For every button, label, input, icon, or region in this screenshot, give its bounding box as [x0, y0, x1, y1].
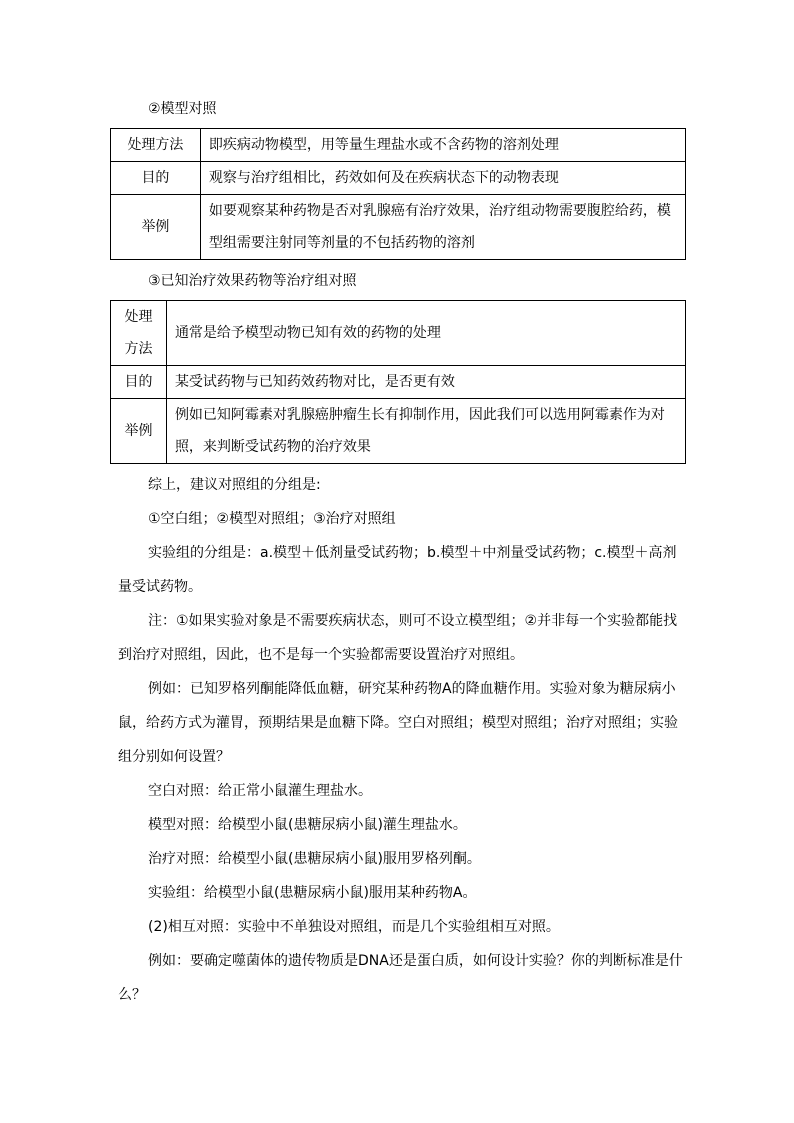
- row-key: 目的: [111, 366, 167, 399]
- table-row: [111, 366, 686, 399]
- table-row: [111, 301, 686, 366]
- treatment-control-paragraph: 治疗对照：给模型小鼠(患糖尿病小鼠)服用罗格列酮。: [148, 851, 481, 867]
- table-row: [111, 195, 686, 260]
- experiment-group-paragraph: 实验组：给模型小鼠(患糖尿病小鼠)服用某种药物A。: [148, 885, 477, 901]
- experimental-groups-paragraph: 实验组的分组是：a.模型＋低剂量受试药物；b.模型＋中剂量受试药物；c.模型＋高剂量受试药物。: [118, 545, 677, 595]
- section-heading-treatment-control: ③已知治疗效果药物等治疗组对照: [148, 273, 357, 289]
- table-row: [111, 162, 686, 195]
- row-key: 处理方法: [111, 129, 201, 162]
- summary-paragraph: 综上，建议对照组的分组是:: [148, 477, 321, 493]
- row-key: 举例: [111, 195, 201, 260]
- row-key: 处理方法: [111, 301, 167, 366]
- row-value: 某受试药物与已知药效药物对比，是否更有效: [166, 366, 685, 399]
- mutual-control-paragraph: (2)相互对照：实验中不单独设对照组，而是几个实验组相互对照。: [148, 919, 560, 935]
- example-paragraph: 例如：已知罗格列酮能降低血糖，研究某种药物A的降血糖作用。实验对象为糖尿病小鼠，给药方式为灌胃，预期结果是血糖下降。空白对照组；模型对照组；治疗对照组；实验组分别如何设置？: [118, 681, 678, 765]
- row-value: 观察与治疗组相比，药效如何及在疾病状态下的动物表现: [200, 162, 685, 195]
- model-control-paragraph: 模型对照：给模型小鼠(患糖尿病小鼠)灌生理盐水。: [148, 817, 467, 833]
- table-row: [111, 129, 686, 162]
- blank-control-paragraph: 空白对照：给正常小鼠灌生理盐水。: [148, 783, 372, 799]
- phage-example-paragraph: 例如：要确定噬菌体的遗传物质是DNA还是蛋白质，如何设计实验？你的判断标准是什么？: [118, 953, 683, 1003]
- row-value: 通常是给予模型动物已知有效的药物的处理: [166, 301, 685, 366]
- row-value: 例如已知阿霉素对乳腺癌肿瘤生长有抑制作用，因此我们可以选用阿霉素作为对照，来判断受试药物的治疗效果: [166, 399, 685, 464]
- table-row: [111, 399, 686, 464]
- treatment-control-table: [110, 300, 686, 464]
- control-groups-paragraph: ①空白组；②模型对照组；③治疗对照组: [148, 511, 396, 527]
- model-control-table: [110, 128, 686, 260]
- row-value: 如要观察某种药物是否对乳腺癌有治疗效果，治疗组动物需要腹腔给药，模型组需要注射同等剂量的不包括药物的溶剂: [200, 195, 685, 260]
- row-value: 即疾病动物模型，用等量生理盐水或不含药物的溶剂处理: [200, 129, 685, 162]
- note-paragraph: 注：①如果实验对象是不需要疾病状态，则可不设立模型组；②并非每一个实验都能找到治疗对照组，因此，也不是每一个实验都需要设置治疗对照组。: [118, 613, 678, 663]
- section-heading-model-control: ②模型对照: [148, 101, 217, 117]
- row-key: 举例: [111, 399, 167, 464]
- row-key: 目的: [111, 162, 201, 195]
